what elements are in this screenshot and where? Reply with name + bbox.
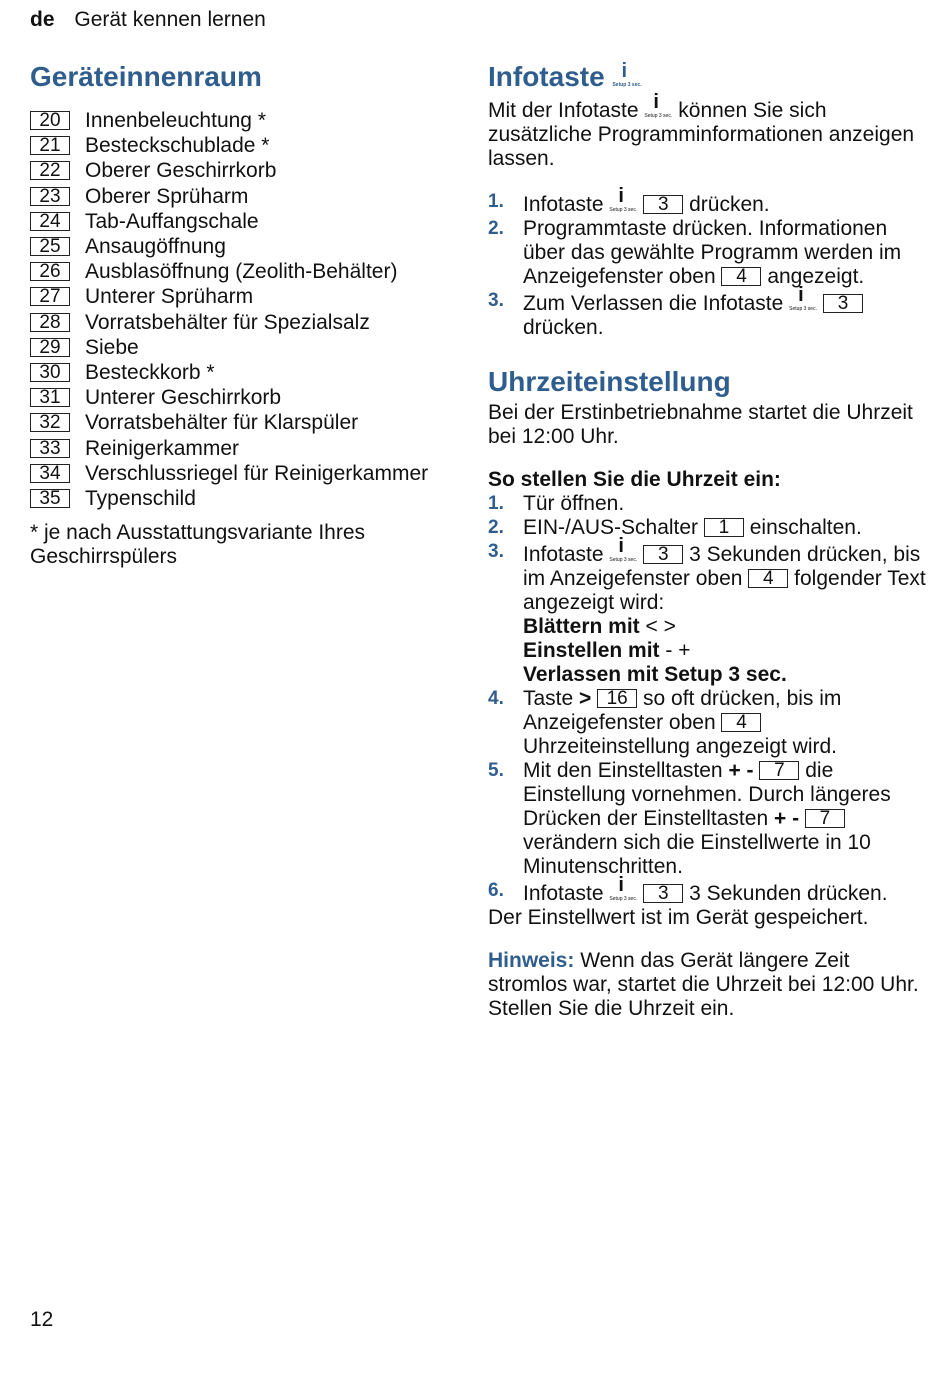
part-label: Innenbeleuchtung * (85, 109, 266, 132)
heading-clock: Uhrzeiteinstellung (488, 366, 731, 397)
list-item (30, 259, 460, 284)
list-item (30, 108, 460, 133)
list-item (30, 284, 460, 309)
list-item (30, 184, 460, 209)
hint-label: Hinweis: (488, 949, 575, 972)
info-icon: i Setup 3 sec. (609, 185, 638, 213)
language-code: de (30, 8, 55, 31)
part-label: Ausblasöffnung (Zeolith-Behälter) (85, 260, 398, 284)
list-item (30, 410, 460, 435)
part-number-box: 32 (30, 413, 70, 432)
heading-infotaste-text: Infotaste (488, 61, 605, 92)
part-label: Reinigerkammer (85, 436, 240, 460)
list-item (30, 209, 460, 234)
part-number-box: 34 (30, 464, 70, 483)
heading-interior: Geräteinnenraum (30, 61, 262, 92)
list-item: 4. Taste > 16 so oft drücken, bis im Anzeigefenster oben 4 Uhrzeiteinstellung angezeigt wird. (488, 687, 842, 758)
part-label: Vorratsbehälter für Spezialsalz (85, 310, 370, 334)
section-title: Gerät kennen lernen (74, 8, 266, 31)
part-number-box: 23 (30, 187, 70, 206)
part-number-box: 29 (30, 338, 70, 357)
info-icon: i Setup 3 sec. (612, 60, 642, 88)
info-intro: Mit der Infotaste i Setup 3 sec. können Sie sich zusätzliche Programminformationen anzeigen lassen. (488, 91, 915, 170)
part-label: Tab-Auffangschale (85, 209, 259, 233)
clock-steps (488, 492, 928, 906)
list-item: 3. Zum Verlassen die Infotaste i Setup 3 sec. 3 drücken. (488, 289, 928, 340)
ref-box: 3 (823, 294, 863, 313)
info-icon: i Setup 3 sec. (609, 535, 638, 563)
ref-box: 7 (805, 809, 845, 828)
clock-intro: Bei der Erstinbetriebnahme startet die Uhrzeit bei 12:00 Uhr. (488, 401, 913, 448)
part-label: Unterer Geschirrkorb (85, 386, 282, 410)
parts-list (30, 108, 460, 511)
page-header (30, 8, 266, 32)
info-icon: i Setup 3 sec. (644, 91, 673, 119)
part-number-box: 30 (30, 363, 70, 382)
part-number-box: 26 (30, 262, 70, 281)
list-item: 1. Infotaste i Setup 3 sec. 3 drücken. (488, 185, 770, 216)
part-number-box: 20 (30, 111, 70, 130)
part-number-box: 27 (30, 287, 70, 306)
saved-note: Der Einstellwert ist im Gerät gespeichert. (488, 906, 869, 929)
left-column (30, 60, 460, 569)
ref-box: 7 (759, 761, 799, 780)
part-label: Verschlussriegel für Reinigerkammer (85, 461, 429, 485)
part-number-box: 33 (30, 439, 70, 458)
part-label: Besteckschublade * (85, 134, 270, 158)
list-item (30, 234, 460, 259)
page-number: 12 (30, 1308, 54, 1331)
list-item (30, 461, 460, 486)
list-item: 2. Programmtaste drücken. Informationen über das gewählte Programm werden im Anzeigefenster oben 4 angezeigt. (488, 217, 902, 288)
part-label: Ansaugöffnung (85, 235, 226, 259)
ref-box: 1 (704, 518, 744, 537)
part-number-box: 22 (30, 161, 70, 180)
list-item (30, 385, 460, 410)
part-label: Vorratsbehälter für Klarspüler (85, 411, 359, 435)
hint-note (488, 949, 928, 1021)
info-steps (488, 185, 928, 340)
list-item (30, 335, 460, 360)
right-column (488, 60, 928, 1021)
list-item: 1. Tür öffnen. (488, 492, 625, 515)
info-icon: i Setup 3 sec. (609, 874, 638, 902)
ref-box: 3 (643, 545, 683, 564)
list-item: 5. Mit den Einstelltasten + - 7 die Einstellung vornehmen. Durch längeres Drücken der Einstelltasten + - 7 verändern sich die Einstellwerte in 10 Minutenschritten. (488, 759, 891, 878)
part-number-box: 24 (30, 212, 70, 231)
heading-infotaste (488, 60, 928, 94)
clock-subheading: So stellen Sie die Uhrzeit ein: (488, 468, 781, 491)
list-item: 2. EIN-/AUS-Schalter 1 einschalten. (488, 516, 862, 539)
part-number-box: 28 (30, 313, 70, 332)
part-number-box: 21 (30, 136, 70, 155)
ref-box: 3 (643, 884, 683, 903)
part-label: Besteckkorb * (85, 361, 215, 385)
part-label: Oberer Geschirrkorb (85, 159, 277, 183)
ref-box: 3 (643, 195, 683, 214)
part-label: Unterer Sprüharm (85, 285, 254, 309)
hint-text: Wenn das Gerät längere Zeit stromlos war, startet die Uhrzeit bei 12:00 Uhr. Stellen Sie die Uhrzeit ein. (488, 949, 919, 1020)
ref-box: 4 (748, 569, 788, 588)
footnote: * je nach Ausstattungsvariante Ihres Geschirrspülers (30, 521, 366, 569)
list-item (30, 158, 460, 183)
part-label: Siebe (85, 335, 139, 359)
info-icon: i Setup 3 sec. (789, 284, 817, 312)
part-label: Typenschild (85, 487, 196, 511)
part-label: Oberer Sprüharm (85, 184, 249, 208)
part-number-box: 35 (30, 489, 70, 508)
list-item (30, 436, 460, 461)
list-item (30, 310, 460, 335)
list-item: 6. Infotaste i Setup 3 sec. 3 3 Sekunden drücken. (488, 874, 888, 905)
ref-box: 4 (721, 713, 761, 732)
list-item (30, 133, 460, 158)
ref-box: 4 (721, 267, 761, 286)
list-item (30, 360, 460, 385)
list-item (30, 486, 460, 511)
part-number-box: 25 (30, 237, 70, 256)
list-item: 3. Infotaste i Setup 3 sec. 3 3 Sekunden drücken, bis im Anzeigefenster oben 4 folgender Text angezeigt wird: Blättern mit < > Einstellen mit - + Verlassen mit Setup 3 sec. (488, 535, 926, 686)
part-number-box: 31 (30, 388, 70, 407)
ref-box: 16 (597, 689, 637, 708)
